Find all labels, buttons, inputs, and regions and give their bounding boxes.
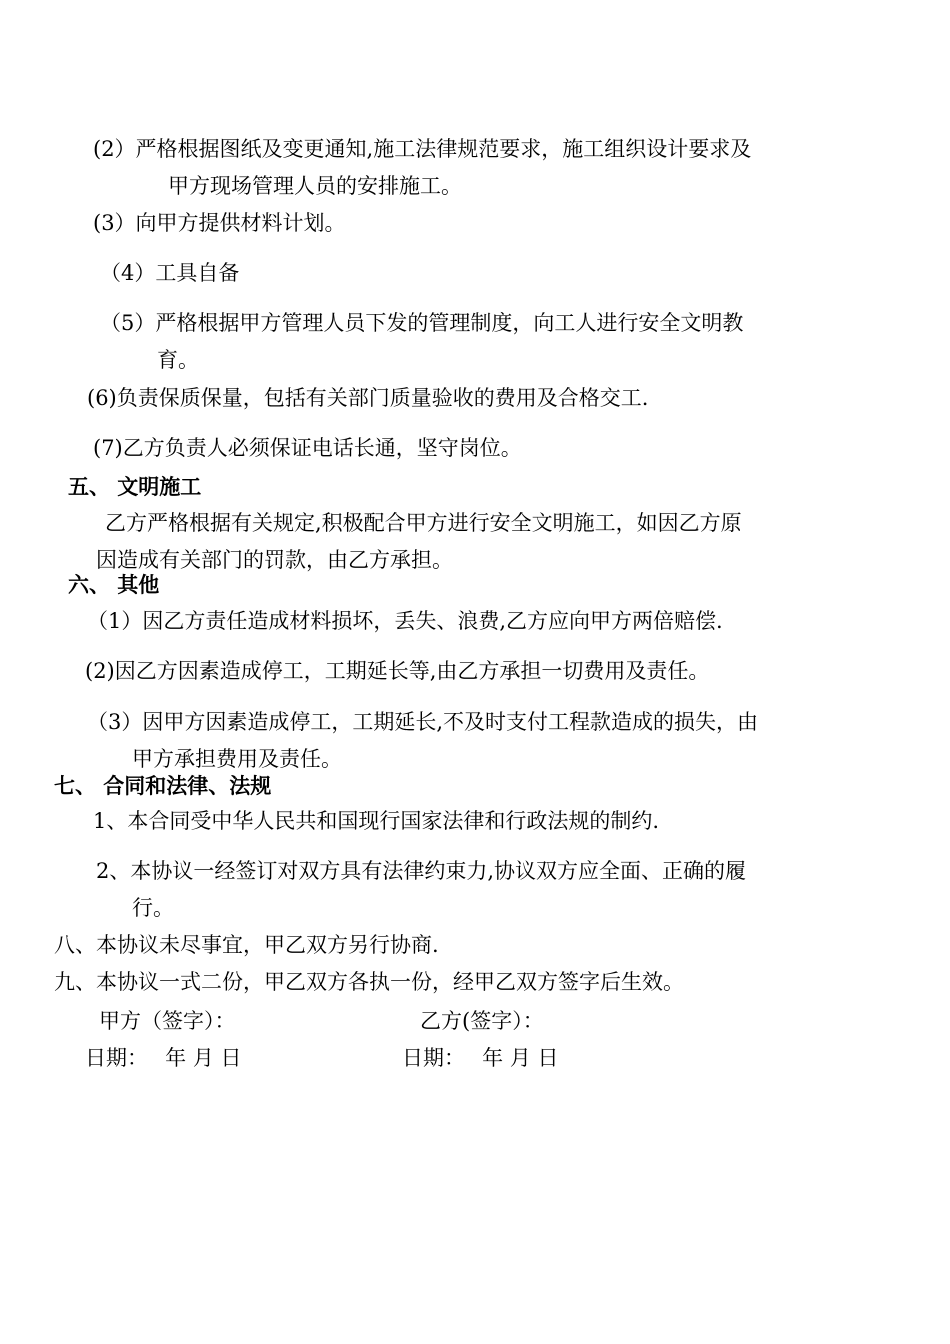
clause-3: (3）向甲方提供材料计划。: [93, 211, 346, 235]
section-5-heading: 五、 文明施工: [68, 474, 202, 499]
section-7-heading: 七、 合同和法律、法规: [54, 773, 272, 798]
party-a-date-label: 日期： 年 月 日: [85, 1046, 242, 1070]
clause-7: (7)乙方负责人必须保证电话长通，坚守岗位。: [93, 436, 522, 460]
party-b-date-label: 日期： 年 月 日: [402, 1046, 559, 1070]
section-9: 九、本协议一式二份，甲乙双方各执一份，经甲乙双方签字后生效。: [54, 970, 684, 994]
section-6-clause-1: （1）因乙方责任造成材料损坏，丢失、浪费,乙方应向甲方两倍赔偿.: [87, 609, 723, 633]
section-7-clause-1: 1、本合同受中华人民共和国现行国家法律和行政法规的制约.: [93, 809, 660, 833]
clause-5-line-1: （5）严格根据甲方管理人员下发的管理制度，向工人进行安全文明教: [100, 311, 744, 335]
section-6-clause-2: (2)因乙方因素造成停工，工期延长等,由乙方承担一切费用及责任。: [85, 659, 710, 683]
section-7-clause-2-line-1: 2、本协议一经签订对双方具有法律约束力,协议双方应全面、正确的履: [96, 859, 747, 883]
section-6-clause-3-line-1: （3）因甲方因素造成停工，工期延长,不及时支付工程款造成的损失，由: [87, 710, 759, 734]
section-5-paragraph-line-1: 乙方严格根据有关规定,积极配合甲方进行安全文明施工，如因乙方原: [105, 511, 742, 535]
section-7-clause-2-line-2: 行。: [132, 896, 174, 920]
party-a-signature-label: 甲方（签字）：: [99, 1009, 236, 1033]
section-5-paragraph-line-2: 因造成有关部门的罚款，由乙方承担。: [96, 548, 453, 572]
clause-5-line-2: 育。: [157, 348, 199, 372]
clause-6: (6)负责保质保量，包括有关部门质量验收的费用及合格交工.: [87, 386, 649, 410]
party-b-signature-label: 乙方(签字）：: [420, 1009, 544, 1033]
clause-4: （4）工具自备: [100, 261, 240, 285]
section-6-clause-3-line-2: 甲方承担费用及责任。: [132, 747, 342, 771]
clause-2-line-2: 甲方现场管理人员的安排施工。: [168, 174, 462, 198]
clause-2-line-1: (2）严格根据图纸及变更通知,施工法律规范要求，施工组织设计要求及: [93, 137, 752, 161]
section-6-heading: 六、 其他: [68, 572, 160, 597]
section-8: 八、本协议未尽事宜，甲乙双方另行协商.: [54, 933, 439, 957]
